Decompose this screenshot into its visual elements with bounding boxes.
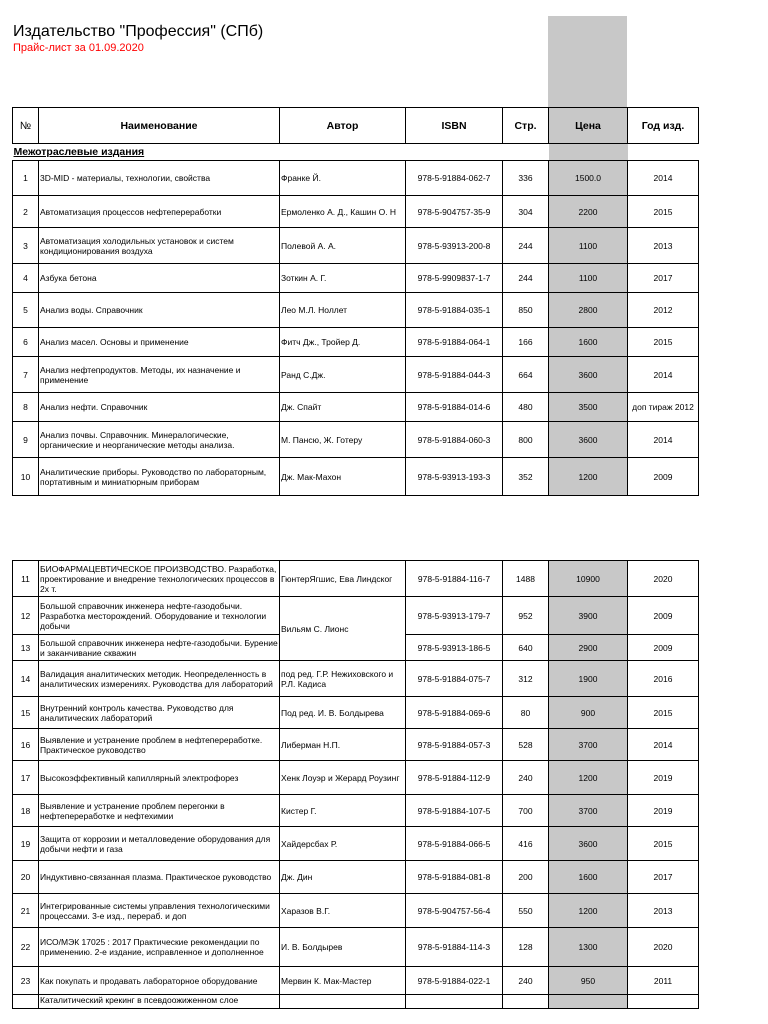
book-year: 2014	[628, 729, 699, 761]
book-title: Анализ нефтепродуктов. Методы, их назначение и применение	[39, 357, 280, 393]
book-title: Анализ масел. Основы и применение	[39, 328, 280, 357]
row-number: 19	[13, 827, 39, 861]
book-isbn: 978-5-91884-064-1	[406, 328, 503, 357]
book-price: 1600	[549, 861, 628, 894]
book-author: Дж. Спайт	[280, 393, 406, 422]
book-title: Внутренний контроль качества. Руководство для аналитических лабораторий	[39, 697, 280, 729]
book-isbn: 978-5-91884-116-7	[406, 561, 503, 597]
book-pages: 312	[503, 661, 549, 697]
book-isbn: 978-5-91884-057-3	[406, 729, 503, 761]
book-title: ИСО/МЭК 17025 : 2017 Практические рекомендации по применению. 2-е издание, исправленное и дополненное	[39, 928, 280, 967]
book-isbn	[406, 995, 503, 1009]
book-pages: 352	[503, 458, 549, 496]
book-isbn: 978-5-904757-35-9	[406, 196, 503, 228]
book-pages: 416	[503, 827, 549, 861]
book-price: 1100	[549, 264, 628, 293]
book-year: 2009	[628, 635, 699, 661]
row-number: 12	[13, 597, 39, 635]
price-column-header-band	[548, 16, 627, 107]
col-header-year: Год изд.	[628, 108, 699, 144]
row-number: 9	[13, 422, 39, 458]
book-year: 2020	[628, 561, 699, 597]
book-pages: 336	[503, 161, 549, 196]
table-row	[13, 967, 699, 995]
book-pages: 952	[503, 597, 549, 635]
table-header-row	[13, 108, 699, 144]
book-price: 1900	[549, 661, 628, 697]
book-title: Автоматизация процессов нефтепереработки	[39, 196, 280, 228]
book-isbn: 978-5-91884-114-3	[406, 928, 503, 967]
book-isbn: 978-5-9909837-1-7	[406, 264, 503, 293]
book-price: 1200	[549, 894, 628, 928]
book-title: Высокоэффективный капиллярный электрофорез	[39, 761, 280, 795]
book-year: 2019	[628, 761, 699, 795]
book-price: 2900	[549, 635, 628, 661]
book-year: 2017	[628, 264, 699, 293]
book-author: Лео М.Л. Ноллет	[280, 293, 406, 328]
book-pages: 800	[503, 422, 549, 458]
row-number: 7	[13, 357, 39, 393]
book-title: БИОФАРМАЦЕВТИЧЕСКОЕ ПРОИЗВОДСТВО. Разработка, проектирование и внедрение технологических процессов в 2х т.	[39, 561, 280, 597]
book-title: Аналитические приборы. Руководство по лабораторным, портативным и миниатюрным приборам	[39, 458, 280, 496]
col-header-name: Наименование	[39, 108, 280, 144]
table-row	[13, 861, 699, 894]
book-year: доп тираж 2012	[628, 393, 699, 422]
book-title: Интегрированные системы управления технологическими процессами. 3-е изд., перераб. и доп	[39, 894, 280, 928]
book-year: 2017	[628, 861, 699, 894]
book-isbn: 978-5-91884-107-5	[406, 795, 503, 827]
book-year: 2012	[628, 293, 699, 328]
row-number: 15	[13, 697, 39, 729]
book-pages: 528	[503, 729, 549, 761]
book-price: 900	[549, 697, 628, 729]
book-price: 3500	[549, 393, 628, 422]
table-row	[13, 761, 699, 795]
book-pages: 1488	[503, 561, 549, 597]
book-pages: 244	[503, 264, 549, 293]
row-number: 21	[13, 894, 39, 928]
book-year: 2016	[628, 661, 699, 697]
book-author: Полевой А. А.	[280, 228, 406, 264]
book-year: 2020	[628, 928, 699, 967]
book-pages: 550	[503, 894, 549, 928]
book-price: 3700	[549, 795, 628, 827]
book-author: Дж. Дин	[280, 861, 406, 894]
row-number: 13	[13, 635, 39, 661]
book-isbn: 978-5-91884-022-1	[406, 967, 503, 995]
row-number: 3	[13, 228, 39, 264]
col-header-pages: Стр.	[503, 108, 549, 144]
book-pages: 166	[503, 328, 549, 357]
row-number: 5	[13, 293, 39, 328]
table-row	[13, 661, 699, 697]
book-author: Франке Й.	[280, 161, 406, 196]
table-row	[13, 393, 699, 422]
book-author: Кистер Г.	[280, 795, 406, 827]
book-pages: 304	[503, 196, 549, 228]
book-title: Защита от коррозии и металловедение оборудования для добычи нефти и газа	[39, 827, 280, 861]
book-year: 2014	[628, 422, 699, 458]
book-pages: 664	[503, 357, 549, 393]
row-number: 20	[13, 861, 39, 894]
table-row	[13, 196, 699, 228]
book-pages: 850	[503, 293, 549, 328]
book-price: 3600	[549, 827, 628, 861]
book-author: Дж. Мак-Махон	[280, 458, 406, 496]
book-pages	[503, 995, 549, 1009]
book-isbn: 978-5-93913-200-8	[406, 228, 503, 264]
book-isbn: 978-5-91884-044-3	[406, 357, 503, 393]
table-row	[13, 697, 699, 729]
book-isbn: 978-5-91884-014-6	[406, 393, 503, 422]
book-isbn: 978-5-91884-112-9	[406, 761, 503, 795]
table-row	[13, 264, 699, 293]
book-pages: 200	[503, 861, 549, 894]
row-number: 10	[13, 458, 39, 496]
table-row	[13, 328, 699, 357]
book-pages: 640	[503, 635, 549, 661]
section-price-filler	[549, 144, 628, 161]
book-author: Ермоленко А. Д., Кашин О. Н	[280, 196, 406, 228]
book-isbn: 978-5-93913-186-5	[406, 635, 503, 661]
book-pages: 480	[503, 393, 549, 422]
book-year: 2015	[628, 697, 699, 729]
book-title: Индуктивно-связанная плазма. Практическое руководство	[39, 861, 280, 894]
row-number: 16	[13, 729, 39, 761]
book-price: 2200	[549, 196, 628, 228]
col-header-author: Автор	[280, 108, 406, 144]
table-row	[13, 894, 699, 928]
book-author: под ред. Г.Р. Нежиховского и Р.Л. Кадиса	[280, 661, 406, 697]
book-title: Как покупать и продавать лабораторное оборудование	[39, 967, 280, 995]
book-author: Фитч Дж., Тройер Д.	[280, 328, 406, 357]
book-author: И. В. Болдырев	[280, 928, 406, 967]
table-row	[13, 458, 699, 496]
table-row	[13, 357, 699, 393]
book-pages: 244	[503, 228, 549, 264]
table-row	[13, 228, 699, 264]
book-price: 2800	[549, 293, 628, 328]
book-title: Каталитический крекинг в псевдоожиженном слое	[39, 995, 280, 1009]
book-price: 1100	[549, 228, 628, 264]
book-author: Либерман Н.П.	[280, 729, 406, 761]
book-author: Мервин К. Мак-Мастер	[280, 967, 406, 995]
row-number: 14	[13, 661, 39, 697]
book-title: Валидация аналитических методик. Неопределенность в аналитических измерениях. Руководства для лабораторий	[39, 661, 280, 697]
book-year: 2013	[628, 894, 699, 928]
table-row	[13, 995, 699, 1009]
book-author	[280, 995, 406, 1009]
book-price: 1200	[549, 458, 628, 496]
col-header-price: Цена	[549, 108, 628, 144]
row-number: 22	[13, 928, 39, 967]
book-year: 2009	[628, 458, 699, 496]
book-isbn: 978-5-91884-069-6	[406, 697, 503, 729]
price-list-date: Прайс-лист за 01.09.2020	[13, 42, 144, 54]
book-price: 3600	[549, 422, 628, 458]
book-year: 2009	[628, 597, 699, 635]
book-isbn: 978-5-904757-56-4	[406, 894, 503, 928]
book-author: Хенк Лоуэр и Жерард Роузинг	[280, 761, 406, 795]
book-author: Хайдерсбах Р.	[280, 827, 406, 861]
row-number	[13, 995, 39, 1009]
book-isbn: 978-5-91884-081-8	[406, 861, 503, 894]
table-row	[13, 161, 699, 196]
book-author: Зоткин А. Г.	[280, 264, 406, 293]
book-title: Анализ нефти. Справочник	[39, 393, 280, 422]
book-title: 3D-MID - материалы, технологии, свойства	[39, 161, 280, 196]
table-row	[13, 597, 699, 635]
book-pages: 240	[503, 761, 549, 795]
row-number: 1	[13, 161, 39, 196]
book-price: 3600	[549, 357, 628, 393]
row-number: 4	[13, 264, 39, 293]
book-price: 10900	[549, 561, 628, 597]
book-title: Анализ почвы. Справочник. Минералогические, органические и неорганические методы анализа.	[39, 422, 280, 458]
row-number: 2	[13, 196, 39, 228]
book-author: Вильям С. Лионс	[280, 597, 406, 661]
book-author: Харазов В.Г.	[280, 894, 406, 928]
book-title: Автоматизация холодильных установок и систем кондиционирования воздуха	[39, 228, 280, 264]
book-price: 1200	[549, 761, 628, 795]
row-number: 11	[13, 561, 39, 597]
book-year: 2015	[628, 328, 699, 357]
row-number: 8	[13, 393, 39, 422]
book-year	[628, 995, 699, 1009]
table-row	[13, 293, 699, 328]
table-row	[13, 928, 699, 967]
book-year: 2013	[628, 228, 699, 264]
book-year: 2019	[628, 795, 699, 827]
price-table-part-2	[12, 560, 699, 1009]
row-number: 23	[13, 967, 39, 995]
book-pages: 700	[503, 795, 549, 827]
col-header-number: №	[13, 108, 39, 144]
book-title: Выявление и устранение проблем в нефтепереработке. Практическое руководство	[39, 729, 280, 761]
book-year: 2015	[628, 827, 699, 861]
table-row	[13, 795, 699, 827]
book-price: 950	[549, 967, 628, 995]
book-year: 2011	[628, 967, 699, 995]
book-isbn: 978-5-93913-179-7	[406, 597, 503, 635]
book-price: 3900	[549, 597, 628, 635]
table-row	[13, 422, 699, 458]
book-title: Большой справочник инженера нефте-газодобычи. Разработка месторождений. Оборудование и технологии добычи	[39, 597, 280, 635]
book-isbn: 978-5-91884-035-1	[406, 293, 503, 328]
book-price: 1600	[549, 328, 628, 357]
book-year: 2015	[628, 196, 699, 228]
price-table-part-1	[12, 107, 699, 496]
book-pages: 80	[503, 697, 549, 729]
book-isbn: 978-5-93913-193-3	[406, 458, 503, 496]
book-author: Ранд С.Дж.	[280, 357, 406, 393]
book-pages: 128	[503, 928, 549, 967]
book-author: М. Пансю, Ж. Готеру	[280, 422, 406, 458]
section-row	[13, 144, 699, 161]
book-isbn: 978-5-91884-062-7	[406, 161, 503, 196]
book-title: Большой справочник инженера нефте-газодобычи. Бурение и заканчивание скважин	[39, 635, 280, 661]
table-row	[13, 561, 699, 597]
table-row	[13, 729, 699, 761]
book-isbn: 978-5-91884-075-7	[406, 661, 503, 697]
book-title: Азбука бетона	[39, 264, 280, 293]
book-author: Под ред. И. В. Болдырева	[280, 697, 406, 729]
table-row	[13, 827, 699, 861]
book-isbn: 978-5-91884-060-3	[406, 422, 503, 458]
book-title: Анализ воды. Справочник	[39, 293, 280, 328]
book-year: 2014	[628, 357, 699, 393]
book-title: Выявление и устранение проблем перегонки в нефтепереработке и нефтехимии	[39, 795, 280, 827]
book-pages: 240	[503, 967, 549, 995]
book-price	[549, 995, 628, 1009]
book-isbn: 978-5-91884-066-5	[406, 827, 503, 861]
book-author: ГюнтерЯгшис, Ева Линдског	[280, 561, 406, 597]
col-header-isbn: ISBN	[406, 108, 503, 144]
publisher-title: Издательство "Профессия" (СПб)	[13, 23, 264, 40]
book-year: 2014	[628, 161, 699, 196]
section-title: Межотраслевые издания	[13, 146, 145, 158]
book-price: 1300	[549, 928, 628, 967]
row-number: 18	[13, 795, 39, 827]
book-price: 3700	[549, 729, 628, 761]
row-number: 17	[13, 761, 39, 795]
row-number: 6	[13, 328, 39, 357]
book-price: 1500.0	[549, 161, 628, 196]
